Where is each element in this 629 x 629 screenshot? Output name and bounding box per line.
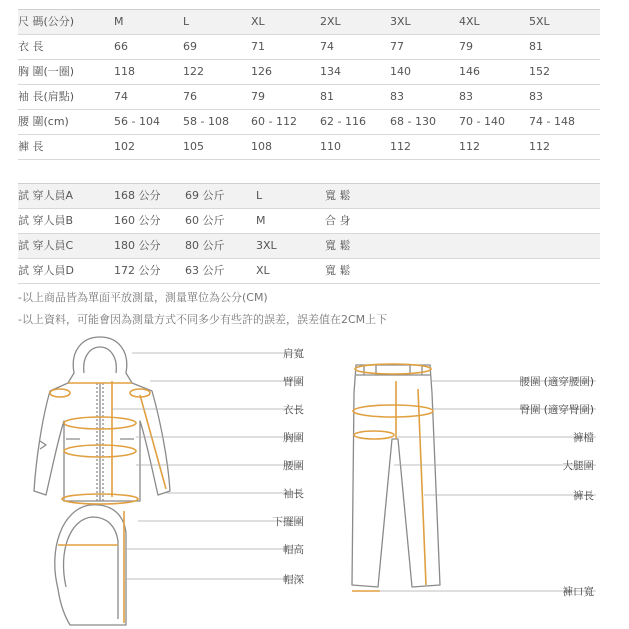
cell: 108 (251, 140, 272, 153)
header-4xl: 4XL (459, 15, 480, 28)
cell: 71 (251, 40, 265, 53)
cell: 56 - 104 (114, 115, 160, 128)
cell: 62 - 116 (320, 115, 366, 128)
header-l: L (183, 15, 190, 28)
tester-weight: 69 公斤 (185, 189, 225, 202)
header-3xl: 3XL (390, 15, 411, 28)
cell: 68 - 130 (390, 115, 436, 128)
tester-name: 試 穿人員C (18, 239, 74, 252)
cell: 81 (320, 90, 334, 103)
label-arm-circumference: 臂圍 (283, 376, 304, 388)
cell: 140 (390, 65, 411, 78)
tester-name: 試 穿人員B (18, 214, 74, 227)
cell: 66 (114, 40, 128, 53)
row-label: 袖 長(肩點) (18, 90, 75, 103)
size-table (18, 9, 600, 160)
cell: 74 (320, 40, 334, 53)
row-label: 衣 長 (18, 40, 44, 53)
size-row-sleeve (18, 85, 600, 110)
label-rise: 褲檔 (573, 432, 594, 444)
tester-size: 3XL (256, 239, 277, 252)
row-label: 褲 長 (18, 140, 44, 153)
label-hood-height: 帽高 (283, 544, 304, 556)
label-waist: 腰圍 (283, 460, 304, 472)
tester-size: L (256, 189, 263, 202)
cell: 79 (459, 40, 473, 53)
label-leg-opening: 褲口寬 (562, 586, 594, 598)
row-label: 腰 圍(cm) (18, 115, 69, 128)
tester-size: M (256, 214, 266, 227)
jacket-drawing (34, 337, 170, 501)
tester-height: 172 公分 (114, 264, 161, 277)
tester-height: 180 公分 (114, 239, 161, 252)
header-5xl: 5XL (529, 15, 550, 28)
cell: 83 (459, 90, 473, 103)
header-size: 尺 碼(公分) (18, 15, 75, 28)
pants-labels (519, 375, 594, 598)
cell: 81 (529, 40, 543, 53)
row-label: 胸 圍(一圈) (18, 65, 75, 78)
label-hip: 臀圍 (適穿臀圍) (519, 404, 594, 416)
cell: 134 (320, 65, 341, 78)
cell: 112 (390, 140, 411, 153)
note-measure-method: -以上商品皆為單面平放測量，測量單位為公分(CM) (18, 291, 268, 304)
cell: 118 (114, 65, 135, 78)
cell: 74 (114, 90, 128, 103)
cell: 83 (529, 90, 543, 103)
jacket-labels (273, 347, 305, 586)
tester-row-b (18, 209, 600, 234)
label-hood-depth: 帽深 (283, 574, 304, 586)
label-thigh: 大腿圍 (562, 460, 594, 472)
cell: 146 (459, 65, 480, 78)
size-row-pants-length (18, 135, 600, 160)
cell: 76 (183, 90, 197, 103)
note-tolerance: -以上資料，可能會因為測量方式不同多少有些許的誤差，誤差值在2CM上下 (18, 313, 388, 326)
tester-fit: 寬 鬆 (325, 189, 351, 202)
label-pants-length: 褲長 (573, 490, 594, 502)
label-chest: 胸圍 (283, 432, 304, 444)
header-2xl: 2XL (320, 15, 341, 28)
tester-row-d (18, 259, 600, 284)
label-pants-waist: 腰圍 (適穿腰圍) (519, 376, 594, 388)
tester-fit: 寬 鬆 (325, 239, 351, 252)
measurement-lines (50, 364, 433, 623)
cell: 58 - 108 (183, 115, 229, 128)
cell: 112 (459, 140, 480, 153)
header-xl: XL (251, 15, 265, 28)
header-m: M (114, 15, 124, 28)
tester-height: 160 公分 (114, 214, 161, 227)
cell: 69 (183, 40, 197, 53)
cell: 102 (114, 140, 135, 153)
measurement-diagram (0, 329, 629, 629)
cell: 79 (251, 90, 265, 103)
label-sleeve-length: 袖長 (283, 488, 304, 500)
cell: 112 (529, 140, 550, 153)
tester-name: 試 穿人員D (18, 264, 74, 277)
cell: 126 (251, 65, 272, 78)
label-hem: 下擺圍 (272, 516, 304, 528)
tester-height: 168 公分 (114, 189, 161, 202)
size-row-waist (18, 110, 600, 135)
tester-row-a (18, 184, 600, 209)
tester-fit: 合 身 (325, 214, 351, 227)
cell: 77 (390, 40, 404, 53)
tester-fit: 寬 鬆 (325, 264, 351, 277)
size-row-chest (18, 60, 600, 85)
tester-size: XL (256, 264, 270, 277)
tester-row-c (18, 234, 600, 259)
cell: 105 (183, 140, 204, 153)
label-shoulder-width: 肩寬 (283, 348, 304, 360)
tester-weight: 80 公斤 (185, 239, 225, 252)
size-table-header (18, 10, 600, 35)
hood-drawing (55, 505, 126, 625)
cell: 110 (320, 140, 341, 153)
size-row-length (18, 35, 600, 60)
cell: 152 (529, 65, 550, 78)
cell: 74 - 148 (529, 115, 575, 128)
tester-name: 試 穿人員A (18, 189, 74, 202)
tester-weight: 63 公斤 (185, 264, 225, 277)
tester-weight: 60 公斤 (185, 214, 225, 227)
cell: 122 (183, 65, 204, 78)
tester-table (18, 183, 600, 284)
cell: 60 - 112 (251, 115, 297, 128)
cell: 83 (390, 90, 404, 103)
label-body-length: 衣長 (283, 404, 304, 416)
cell: 70 - 140 (459, 115, 505, 128)
